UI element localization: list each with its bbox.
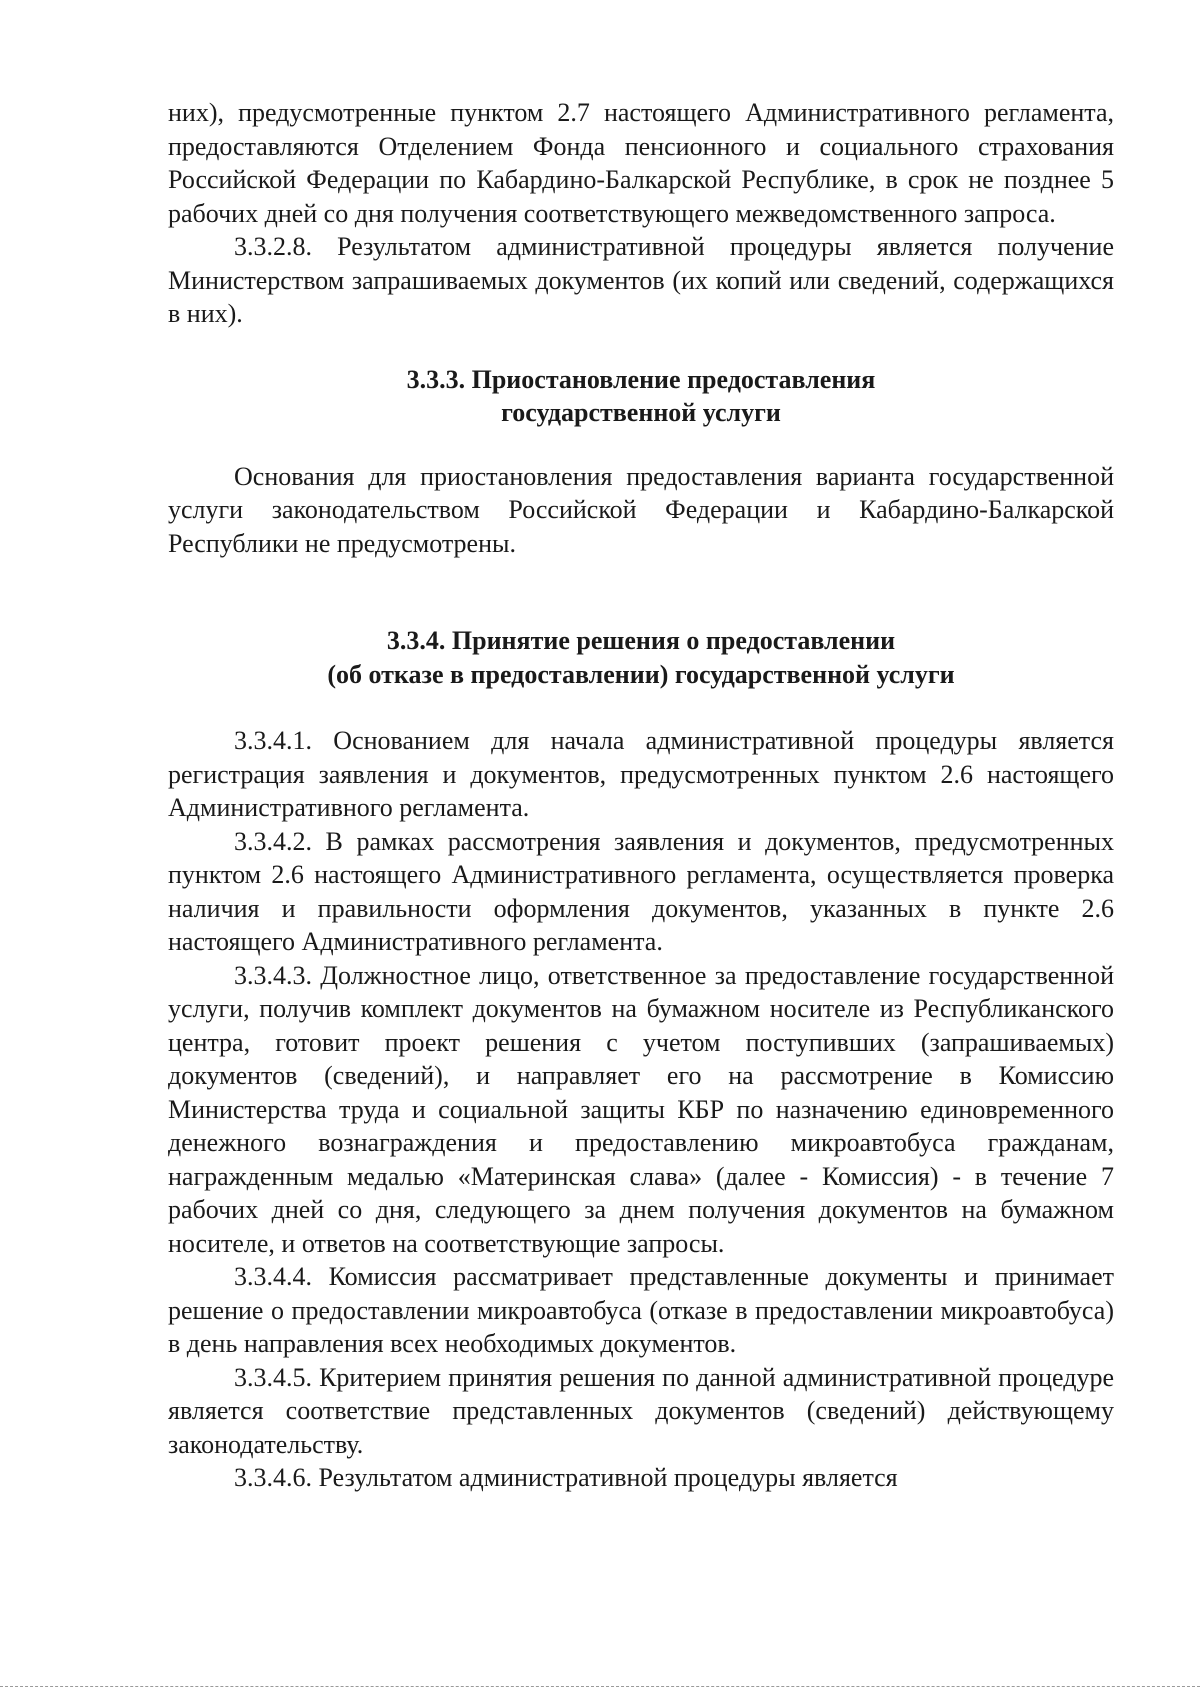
scan-edge-line xyxy=(0,1686,1200,1687)
document-body xyxy=(168,96,1114,1495)
heading-line: государственной услуги xyxy=(501,398,781,427)
paragraph-continuation: них), предусмотренные пунктом 2.7 настоящего Административного регламента, предоставляются Отделением Фонда пенсионного и социального страхования Российской Федерации по Кабардино-Балкарской Республике, в срок не позднее 5 рабочих дней со дня получения соответствующего межведомственного запроса. xyxy=(168,98,1114,228)
paragraph-3-3-4-2: 3.3.4.2. В рамках рассмотрения заявления и документов, предусмотренных пунктом 2.6 настоящего Административного регламента, осуществляется проверка наличия и правильности оформления документов, указанных в пункте 2.6 настоящего Административного регламента. xyxy=(168,826,1114,956)
paragraph-3-3-3-text: Основания для приостановления предоставления варианта государственной услуги законодательством Российской Федерации и Кабардино-Балкарской Республики не предусмотрены. xyxy=(168,461,1114,558)
section-heading-3-3-3 xyxy=(168,363,1114,430)
paragraph-3-3-4-6: 3.3.4.6. Результатом административной процедуры является xyxy=(234,1463,898,1492)
paragraph-3-3-4-1: 3.3.4.1. Основанием для начала административной процедуры является регистрация заявления и документов, предусмотренных пунктом 2.6 настоящего Административного регламента. xyxy=(168,726,1114,822)
paragraph-3-3-4-3: 3.3.4.3. Должностное лицо, ответственное за предоставление государственной услуги, получив комплект документов на бумажном носителе из Республиканского центра, готовит проект решения с учетом поступивших (запрашиваемых) документов (сведений), и направляет его на рассмотрение в Комиссию Министерства труда и социальной защиты КБР по назначению единовременного денежного вознаграждения и предоставлению микроавтобуса гражданам, награжденным медалью «Материнская слава» (далее - Комиссия) - в течение 7 рабочих дней со дня, следующего за днем получения документов на бумажном носителе, и ответов на соответствующие запросы. xyxy=(168,960,1114,1258)
paragraph-3-3-4-5: 3.3.4.5. Критерием принятия решения по данной административной процедуре является соответствие представленных документов (сведений) действующему законодательству. xyxy=(168,1362,1114,1459)
heading-line: 3.3.3. Приостановление предоставления xyxy=(406,364,876,394)
section-heading-3-3-4 xyxy=(168,624,1114,691)
paragraph-3-3-4-4: 3.3.4.4. Комиссия рассматривает представленные документы и принимает решение о предоставлении микроавтобуса (отказе в предоставлении микроавтобуса) в день направления всех необходимых документов. xyxy=(168,1262,1114,1358)
heading-line: 3.3.4. Принятие решения о предоставлении xyxy=(386,626,896,655)
paragraph-3-3-2-8: 3.3.2.8. Результатом административной процедуры является получение Министерством запрашиваемых документов (их копий или сведений, содержащихся в них). xyxy=(168,232,1114,328)
heading-line: (об отказе в предоставлении) государственной услуги xyxy=(327,659,955,689)
